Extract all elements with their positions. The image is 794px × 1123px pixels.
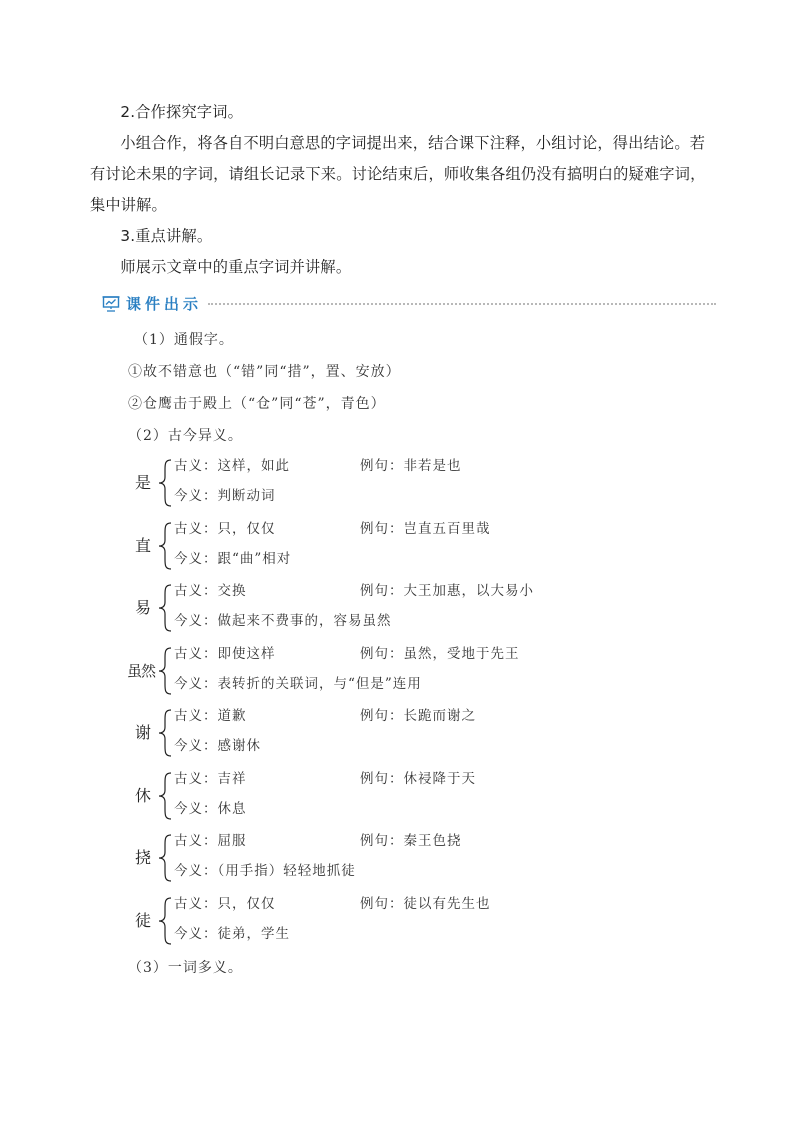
curly-brace-icon: [158, 771, 172, 821]
section3-heading: （3）一词多义。: [128, 960, 243, 976]
word-item: [128, 581, 588, 637]
word-item: [128, 456, 588, 512]
word-item: [128, 644, 588, 700]
ancient-meaning: 古义：交换: [174, 583, 247, 599]
ancient-meaning: 古义：只，仅仅: [174, 895, 276, 912]
step2-body: 小组合作，将各自不明白意思的字词提出来，结合课下注释，小组讨论，得出结论。若有讨论未果的字词，请组长记录下来。讨论结束后，师收集各组仍没有搞明白的疑难字词，集中讲解。: [90, 134, 706, 214]
dotted-divider: [208, 303, 716, 305]
curly-brace-icon: [158, 646, 172, 696]
word-item: [128, 769, 588, 825]
section2-heading: （2）古今异义。: [128, 428, 243, 444]
example-sentence: 例句：徒以有先生也: [360, 895, 491, 912]
term-word: 虽然: [126, 661, 155, 680]
word-item: [128, 706, 588, 762]
curly-brace-icon: [158, 583, 172, 633]
modern-meaning: 今义：做起来不费事的，容易虽然: [174, 613, 392, 629]
ancient-meaning: 古义：道歉: [174, 708, 247, 724]
term-word: 直: [134, 535, 151, 555]
term-word: 是: [134, 473, 151, 492]
term-word: 易: [134, 598, 151, 617]
example-sentence: 例句：岂直五百里哉: [360, 520, 491, 537]
modern-meaning: 今义：徒弟，学生: [174, 925, 290, 942]
ancient-meaning: 古义：吉祥: [174, 770, 247, 787]
presentation-board-icon: [102, 295, 120, 312]
example-sentence: 例句：秦王色挠: [360, 833, 462, 849]
example-sentence: 例句：休祲降于天: [360, 770, 476, 787]
example-sentence: 例句：长跪而谢之: [360, 708, 476, 724]
word-item: [128, 831, 588, 887]
curly-brace-icon: [158, 521, 172, 571]
modern-meaning: 今义：感谢休: [174, 738, 261, 754]
step3-body: 师展示文章中的重点字词并讲解。: [120, 258, 352, 276]
word-item: [128, 894, 588, 950]
example-sentence: 例句：大王加惠，以大易小: [360, 583, 534, 599]
ancient-meaning: 古义：这样，如此: [174, 458, 290, 474]
example-sentence: 例句：非若是也: [360, 458, 462, 474]
word-item: [128, 519, 588, 575]
term-word: 谢: [134, 723, 151, 742]
term-word: 徒: [134, 910, 151, 930]
curly-brace-icon: [158, 458, 172, 508]
section1-item-1: ①故不错意也（“错”同“措”，置、安放）: [128, 364, 401, 380]
modern-meaning: 今义：（用手指）轻轻地抓徒: [174, 863, 356, 879]
step3-title: 3.重点讲解。: [120, 227, 213, 245]
section1-item-2: ②仓鹰击于殿上（“仓”同“苍”，青色）: [128, 396, 386, 412]
ancient-meaning: 古义：即使这样: [174, 645, 276, 662]
modern-meaning: 今义：跟“曲”相对: [174, 550, 292, 567]
modern-meaning: 今义：休息: [174, 800, 247, 817]
ancient-meaning: 古义：屈服: [174, 833, 247, 849]
curly-brace-icon: [158, 708, 172, 758]
curly-brace-icon: [158, 896, 172, 946]
courseware-header: [102, 294, 716, 314]
term-word: 休: [134, 785, 151, 805]
step2-title: 2.合作探究字词。: [120, 103, 243, 121]
modern-meaning: 今义：判断动词: [174, 488, 276, 504]
ancient-meaning: 古义：只，仅仅: [174, 520, 276, 537]
section1-heading: （1）通假字。: [134, 332, 234, 348]
example-sentence: 例句：虽然，受地于先王: [360, 645, 520, 662]
modern-meaning: 今义：表转折的关联词，与“但是”连用: [174, 675, 422, 692]
curly-brace-icon: [158, 833, 172, 883]
term-word: 挠: [134, 848, 151, 867]
courseware-title: 课件出示: [126, 295, 203, 313]
